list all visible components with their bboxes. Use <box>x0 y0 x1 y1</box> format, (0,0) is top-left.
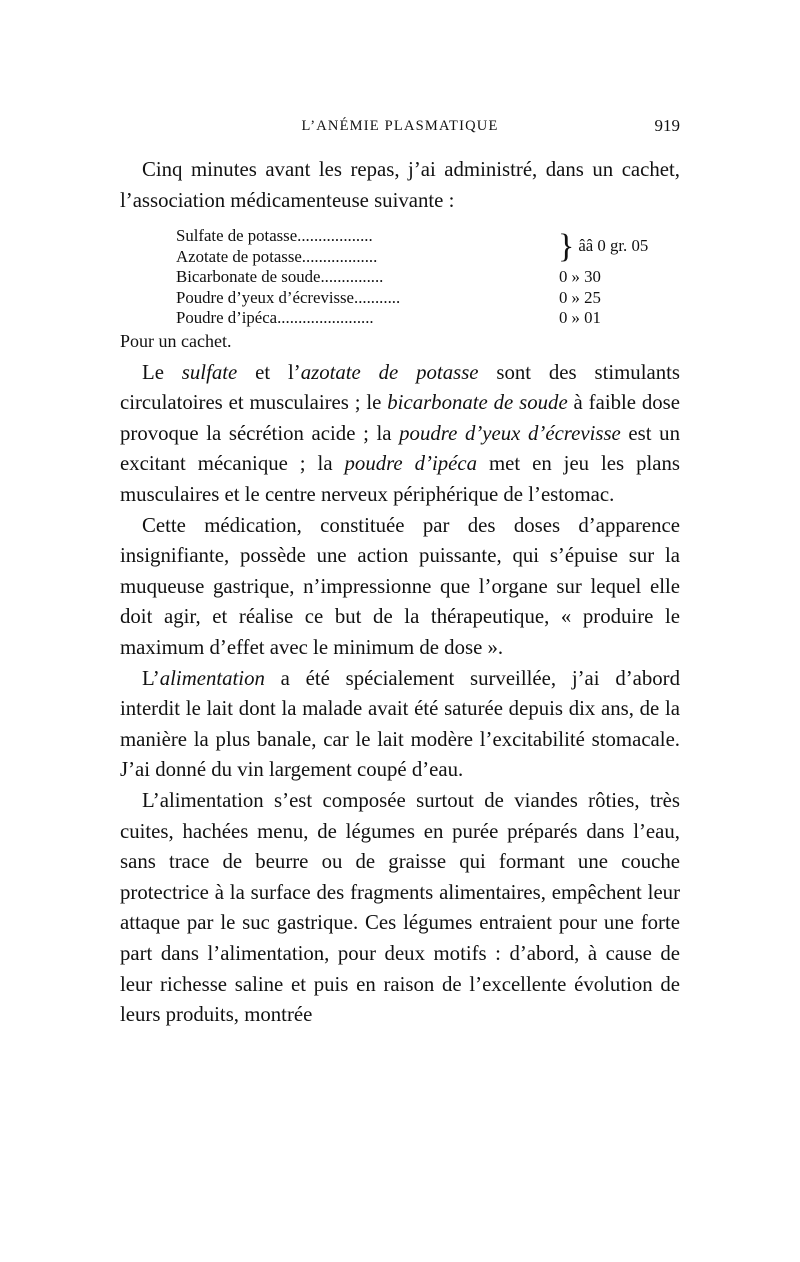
formula-row <box>120 288 680 309</box>
body-text <box>120 155 680 1031</box>
paragraph-alimentation <box>120 664 680 786</box>
formula-ingredient: Poudre d’ipéca....................... <box>176 308 374 328</box>
paragraph-diet: L’alimentation s’est composée surtout de viandes rôties, très cuites, hachées menu, de légumes en purée préparés dans l’eau, sans trace de beurre ou de graisse qui formant une couche protectrice à la surface des fragments alimentaires, empêchent leur attaque par le suc gastrique. Ces légumes entraient pour une forte part dans l’alimentation, pour deux motifs : d’abord, à cause de leur richesse saline et puis en raison de l’excellente évolution de leurs produits, montrée <box>120 789 680 1027</box>
italic-term: azotate de potasse <box>300 360 479 384</box>
formula-ingredient: Sulfate de potasse.................. <box>176 226 373 246</box>
formula-ingredient: Poudre d’yeux d’écrevisse........... <box>176 287 401 307</box>
page-header <box>120 118 680 135</box>
prescription-formula <box>120 226 680 352</box>
text-run: Le <box>142 360 182 384</box>
text-run: à faible dose provoque la sécrétion acide ; la <box>120 391 680 445</box>
text-run: et l’ <box>237 360 301 384</box>
curly-brace-icon: } <box>558 227 575 265</box>
text-run: a été spécialement surveillée, j’ai d’abord interdit le lait dont la malade avait été saturée depuis dix ans, de la manière la plus banale, car le lait modère l’excitabilité stomacale. J’ai donné du vin largement coupé d’eau. <box>120 666 680 782</box>
text-run: est un excitant mécanique ; la <box>120 421 680 476</box>
italic-term: sulfate <box>181 360 238 384</box>
formula-row <box>120 267 680 288</box>
formula-ingredient: Bicarbonate de soude............... <box>176 267 384 287</box>
formula-dose: 0 » 30 <box>558 267 601 287</box>
formula-ingredient: Azotate de potasse.................. <box>176 246 378 266</box>
formula-dose: 0 » 25 <box>558 287 601 307</box>
formula-dose: 0 » 01 <box>558 308 601 328</box>
italic-term: poudre d’yeux d’écrevisse <box>399 421 621 445</box>
intro-paragraph: Cinq minutes avant les repas, j’ai administré, dans un cachet, l’association médicamenteuse suivante : <box>120 158 680 212</box>
running-head: L’ANÉMIE PLASMATIQUE <box>301 118 499 134</box>
page-number: 919 <box>654 116 680 135</box>
italic-term: bicarbonate de soude <box>387 391 568 415</box>
brace-group <box>120 226 680 267</box>
italic-term: poudre d’ipéca <box>344 452 477 476</box>
paragraph-medication: Cette médication, constituée par des doses d’apparence insignifiante, possède une action puissante, qui s’épuise sur la muqueuse gastrique, n’impressionne que l’organe sur lequel elle doit agir, et réalise ce but de la thérapeutique, « produire le maximum d’effet avec le minimum de dose ». <box>120 513 680 660</box>
paragraph-stimulants <box>120 358 680 511</box>
formula-closing: Pour un cachet. <box>120 330 232 351</box>
text-run: sont des stimulants circulatoires et musculaires ; le <box>120 360 680 415</box>
brace-dose: ââ 0 gr. 05 <box>578 236 649 256</box>
italic-term: alimentation <box>159 666 265 690</box>
formula-row <box>120 308 680 329</box>
brace-dose-group <box>558 226 648 267</box>
text-run: L’ <box>142 666 160 690</box>
text-run: met en jeu les plans musculaires et le centre nerveux périphérique de l’estomac. <box>120 452 680 507</box>
